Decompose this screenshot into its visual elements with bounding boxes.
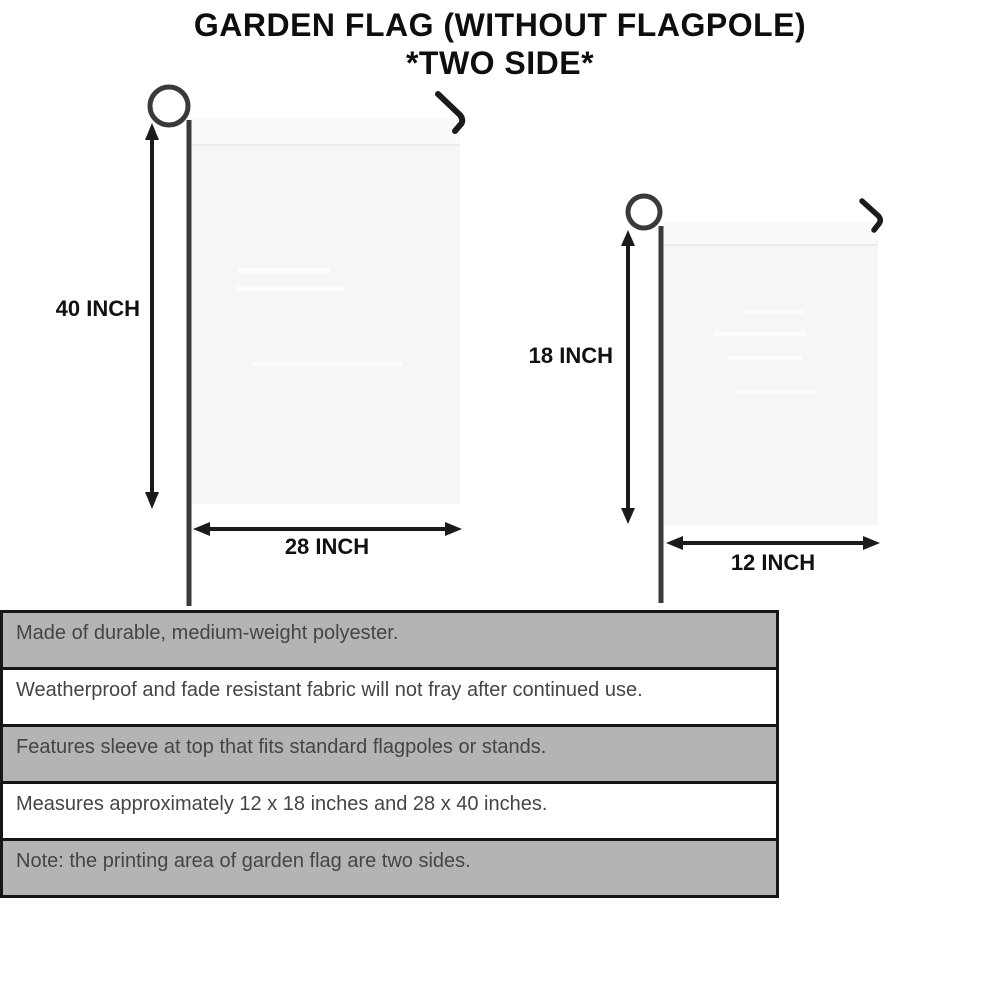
large-flag-crease xyxy=(238,268,330,273)
feature-row xyxy=(3,670,776,727)
small-flag-width-label: 12 INCH xyxy=(730,550,816,575)
large-flag-crease xyxy=(236,286,344,291)
small-flag-height-arrow xyxy=(621,230,635,524)
large-flag-pole-loop xyxy=(150,87,188,125)
large-flag xyxy=(192,118,460,504)
feature-text: Features sleeve at top that fits standard flagpoles or stands. xyxy=(16,736,547,758)
page-title: GARDEN FLAG (WITHOUT FLAGPOLE) xyxy=(193,7,807,43)
feature-text: Made of durable, medium-weight polyester. xyxy=(16,622,399,644)
feature-row xyxy=(3,784,776,841)
features-table xyxy=(0,610,779,898)
small-flag-group xyxy=(621,196,880,603)
small-flag-sleeve xyxy=(664,222,878,244)
feature-text: Note: the printing area of garden flag are two sides. xyxy=(16,850,471,872)
small-flag-crease xyxy=(728,356,802,360)
small-flag-width-arrow xyxy=(666,536,880,550)
small-flag-pole-loop xyxy=(628,196,660,228)
small-flag-crease xyxy=(734,390,818,394)
large-flag-height-label: 40 INCH xyxy=(55,296,140,321)
small-flag-height-label: 18 INCH xyxy=(528,343,613,368)
large-flag-group xyxy=(145,87,462,606)
small-flag-crease xyxy=(714,332,806,336)
feature-row xyxy=(3,613,776,670)
large-flag-sleeve xyxy=(192,118,460,144)
feature-row xyxy=(3,727,776,784)
large-flag-height-arrow xyxy=(145,123,159,509)
small-flag xyxy=(664,222,878,525)
feature-text: Measures approximately 12 x 18 inches and 28 x 40 inches. xyxy=(16,793,548,815)
feature-text: Weatherproof and fade resistant fabric will not fray after continued use. xyxy=(16,679,643,701)
page-subtitle: *TWO SIDE* xyxy=(405,45,595,81)
small-flag-crease xyxy=(742,310,804,314)
large-flag-crease xyxy=(252,362,402,367)
feature-row xyxy=(3,841,776,895)
large-flag-width-label: 28 INCH xyxy=(284,534,370,559)
